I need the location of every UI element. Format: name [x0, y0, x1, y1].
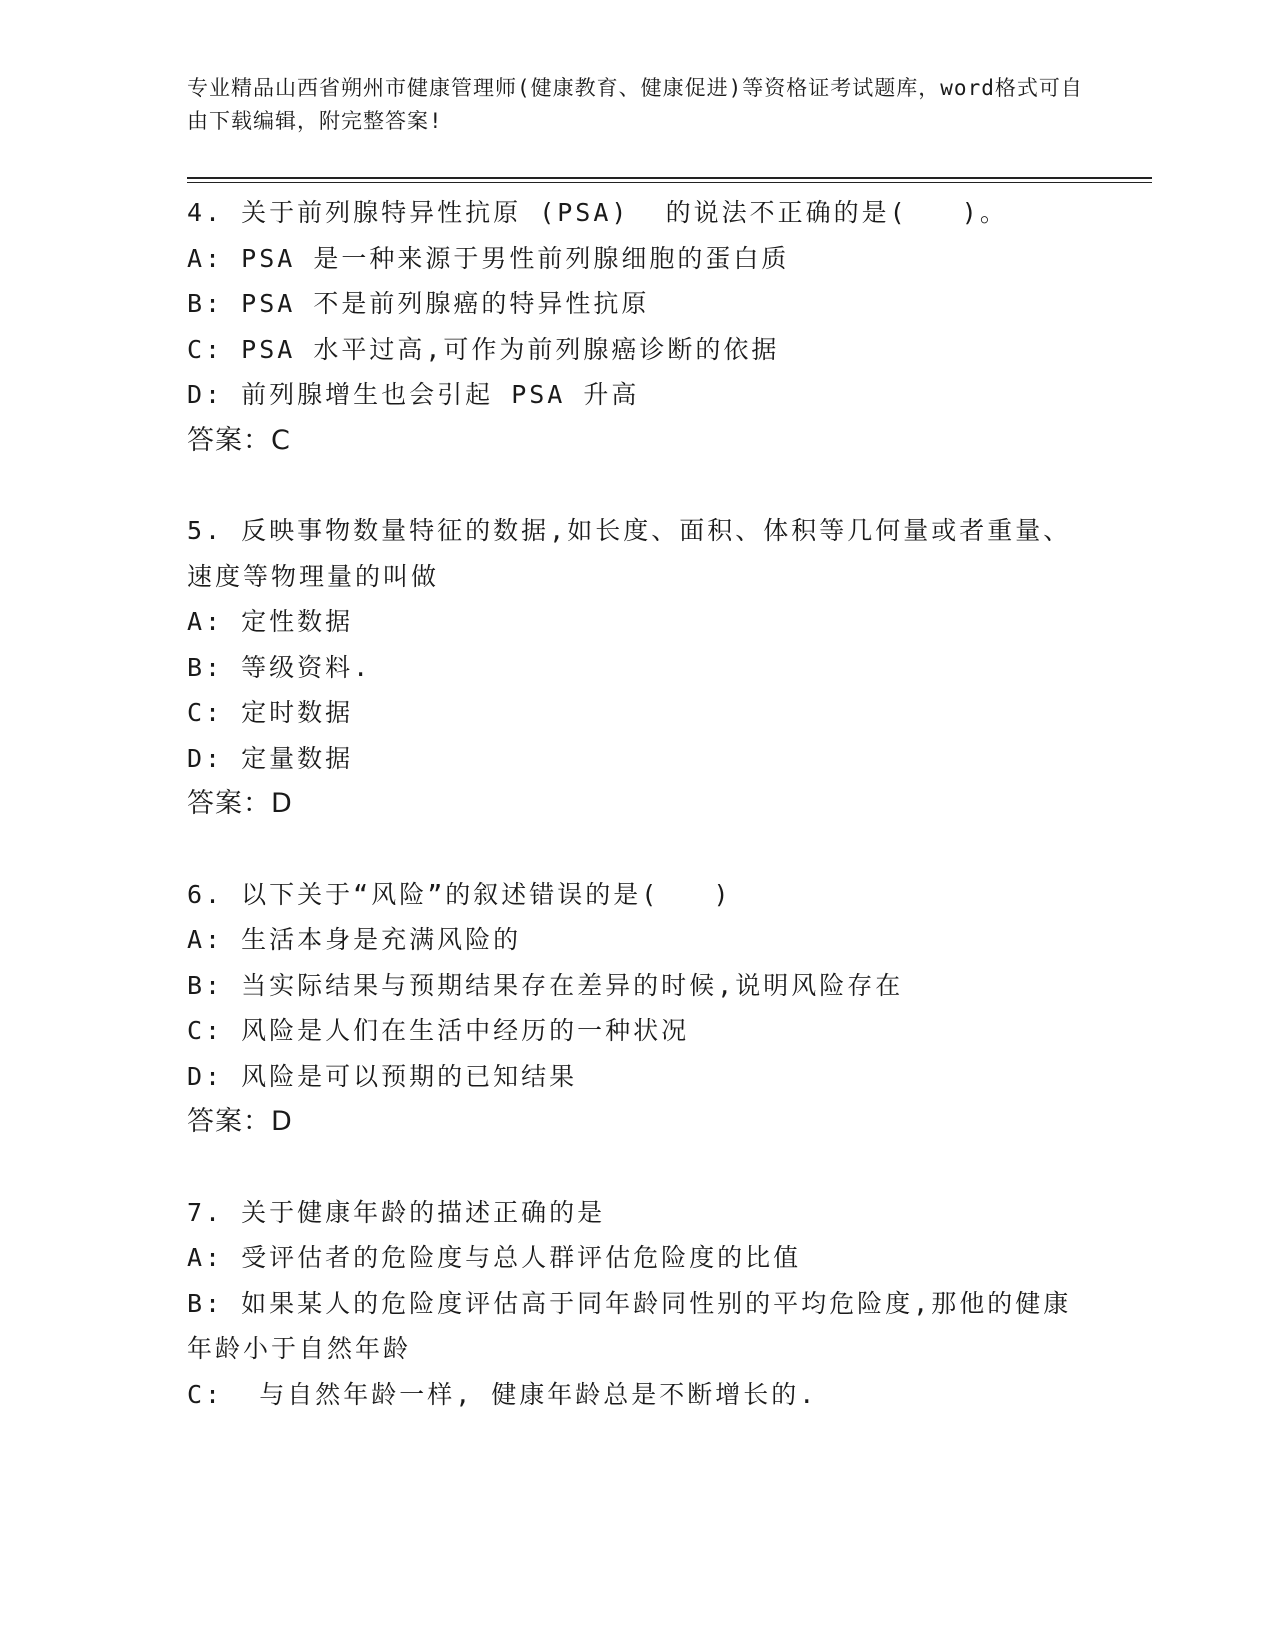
option-c: C: 与自然年龄一样, 健康年龄总是不断增长的.	[187, 1379, 818, 1409]
option-a: A: 生活本身是充满风险的	[187, 925, 522, 954]
option-d: D: 风险是可以预期的已知结果	[187, 1061, 578, 1091]
option-a: A: 受评估者的危险度与总人群评估危险度的比值	[187, 1243, 802, 1272]
option-c: C: 定时数据	[187, 698, 354, 727]
question-stem: 6. 以下关于“风险”的叙述错误的是( )	[187, 879, 732, 909]
question-5	[187, 508, 1087, 827]
question-stem: 7. 关于健康年龄的描述正确的是	[187, 1197, 606, 1227]
question-4	[187, 190, 1087, 463]
option-b: B: PSA 不是前列腺癌的特异性抗原	[187, 289, 650, 318]
question-7	[187, 1190, 1087, 1418]
question-stem: 4. 关于前列腺特异性抗原 (PSA) 的说法不正确的是( )。	[187, 198, 1008, 227]
option-a: A: 定性数据	[187, 607, 354, 636]
header-divider-thin	[187, 182, 1152, 183]
question-list	[187, 190, 1087, 1462]
question-6	[187, 872, 1087, 1145]
option-d: D: 定量数据	[187, 743, 354, 773]
answer-label: 答案：D	[187, 788, 293, 819]
answer-label: 答案：D	[187, 1106, 293, 1137]
header-text: 专业精品山西省朔州市健康管理师(健康教育、健康促进)等资格证考试题库，word格式可自由下载编辑，附完整答案!	[187, 76, 1083, 133]
option-d: D: 前列腺增生也会引起 PSA 升高	[187, 380, 640, 409]
option-b: B: 等级资料.	[187, 652, 372, 682]
document-header	[187, 72, 1087, 138]
header-divider-thick	[187, 177, 1152, 179]
option-a: A: PSA 是一种来源于男性前列腺细胞的蛋白质	[187, 243, 790, 273]
answer-label: 答案：C	[187, 424, 291, 456]
option-b: B: 如果某人的危险度评估高于同年龄同性别的平均危险度,那他的健康年龄小于自然年龄	[187, 1288, 1072, 1363]
option-c: C: 风险是人们在生活中经历的一种状况	[187, 1016, 690, 1045]
question-stem: 5. 反映事物数量特征的数据,如长度、面积、体积等几何量或者重量、速度等物理量的叫做	[187, 516, 1072, 591]
option-c: C: PSA 水平过高,可作为前列腺癌诊断的依据	[187, 334, 780, 364]
option-b: B: 当实际结果与预期结果存在差异的时候,说明风险存在	[187, 970, 904, 1000]
